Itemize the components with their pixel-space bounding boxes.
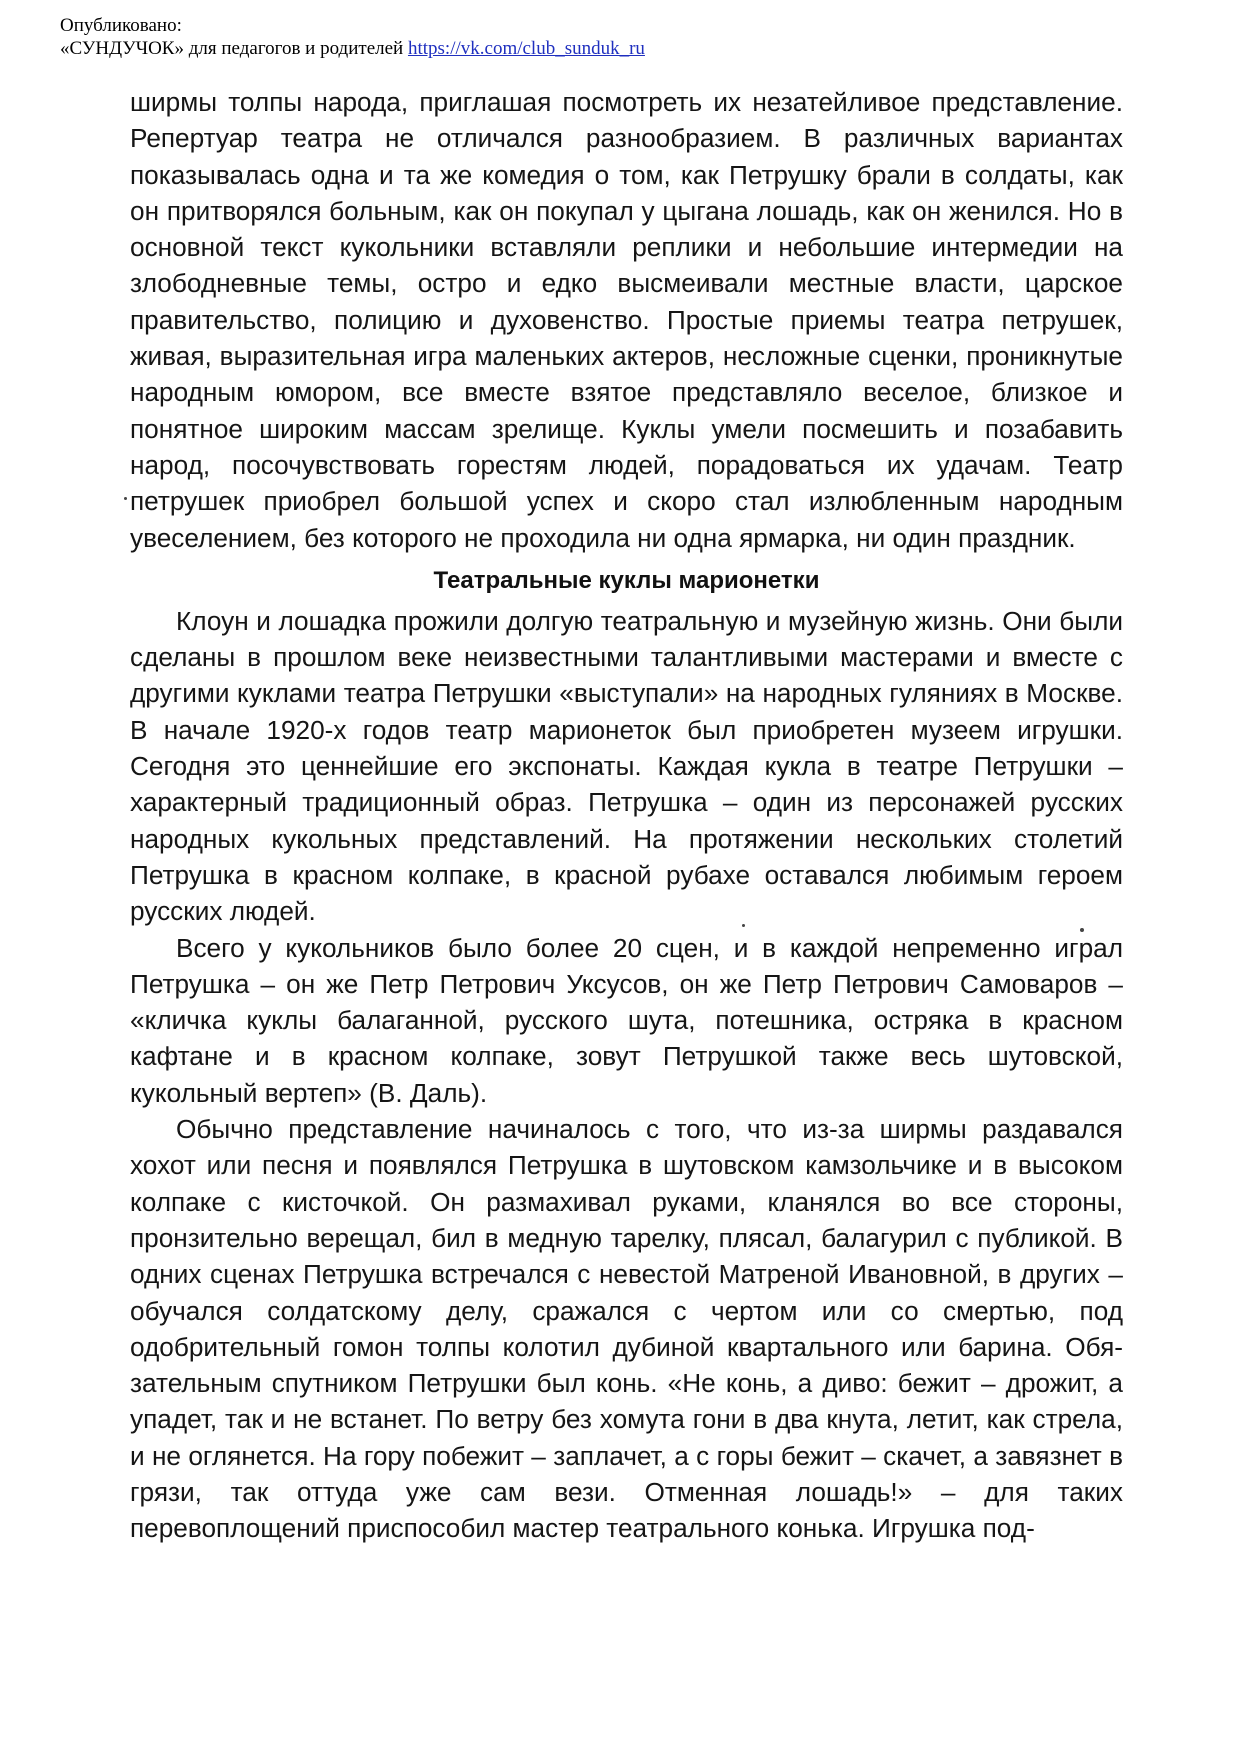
publisher-text: «СУНДУЧОК» для педагогов и родителей <box>60 38 404 59</box>
published-label: Опубликовано: <box>60 15 182 36</box>
vk-group-link[interactable]: https://vk.com/club_sunduk_ru <box>407 38 645 59</box>
document-page <box>130 84 1123 1547</box>
paragraph-2: Клоун и лошадка прожили долгую театральную и музейную жизнь. Они были сделаны в прошлом веке неизвестными талантливыми мастерами и вместе с другими куклами театра Петрушки «выступали» на народных гуляниях в Москве. В начале 1920-х годов театр марионеток был приобретен музеем игрушки. Сегодня это ценнейшие его экспонаты. Каждая кукла в театре Петрушки – характерный традиционный образ. Петрушка – один из персонажей русских народных кукольных представлений. На протяжении нескольких столетий Петрушка в красном колпаке, в красной рубахе оставался любимым героем русских людей. <box>130 605 1123 927</box>
publication-header <box>60 14 1160 60</box>
scan-speck <box>1080 928 1084 932</box>
scan-speck <box>742 924 745 927</box>
section-heading: Театральные куклы марионетки <box>433 566 820 594</box>
paragraph-3: Всего у кукольников было более 20 сцен, и в каждой непременно играл Петрушка – он же Петр Петрович Уксусов, он же Петр Петрович Самоваров – «кличка куклы балаганной, русского шута, потешника, остряка в красном кафтане и в красном колпаке, зовут Петрушкой также весь шутовской, кукольный вертеп» (В. Даль). <box>130 932 1123 1108</box>
paragraph-4: Обычно представление начиналось с того, что из-за ширмы раздавался хохот или песня и появлялся Петрушка в шутовском камзольчике и в высоком колпаке с кисточкой. Он размахивал руками, кланялся во все стороны, пронзительно верещал, бил в медную тарелку, плясал, балагурил с публикой. В одних сценах Петрушка встречался с невестой Матреной Ивановной, в других – обучался солдатскому делу, сражался с чертом или со смертью, под одобрительный гомон толпы колотил дубиной квартального или барина. Обязательным спутником Петрушки был конь. «Не конь, а диво: бежит – дрожит, а упадет, так и не встанет. По ветру без хомута гони в два кнута, летит, как стрела, и не оглянется. На гору побежит – заплачет, а с горы бежит – скачет, а завязнет в грязи, так оттуда уже сам вези. Отменная лошадь!» – для таких перевоплощений приспособил мастер театрального конька. Игрушка под- <box>130 1114 1123 1544</box>
paragraph-1: ширмы толпы народа, приглашая посмотреть их незатейливое представление. Репертуар театра не отличался разнообразием. В различных вариантах показывалась одна и та же комедия о том, как Петрушку брали в солдаты, как он притворялся больным, как он покупал у цыгана лошадь, как он женился. Но в основной текст кукольники вставляли реплики и небольшие интермедии на злободневные темы, остро и едко высмеивали местные власти, царское правительство, полицию и духовенство. Простые приемы театра петрушек, живая, выразительная игра маленьких актеров, несложные сценки, проникнутые народным юмором, все вместе взятое представляло веселое, близкое и понятное широким массам зрелище. Куклы умели посмешить и позабавить народ, посочувствовать горестям людей, порадоваться их удачам. Театр петрушек приобрел большой успех и скоро стал излюбленным народным увеселением, без которого не проходила ни одна ярмарка, ни один праздник. <box>130 87 1123 553</box>
scan-speck <box>124 497 127 500</box>
publisher-line <box>60 37 1160 60</box>
